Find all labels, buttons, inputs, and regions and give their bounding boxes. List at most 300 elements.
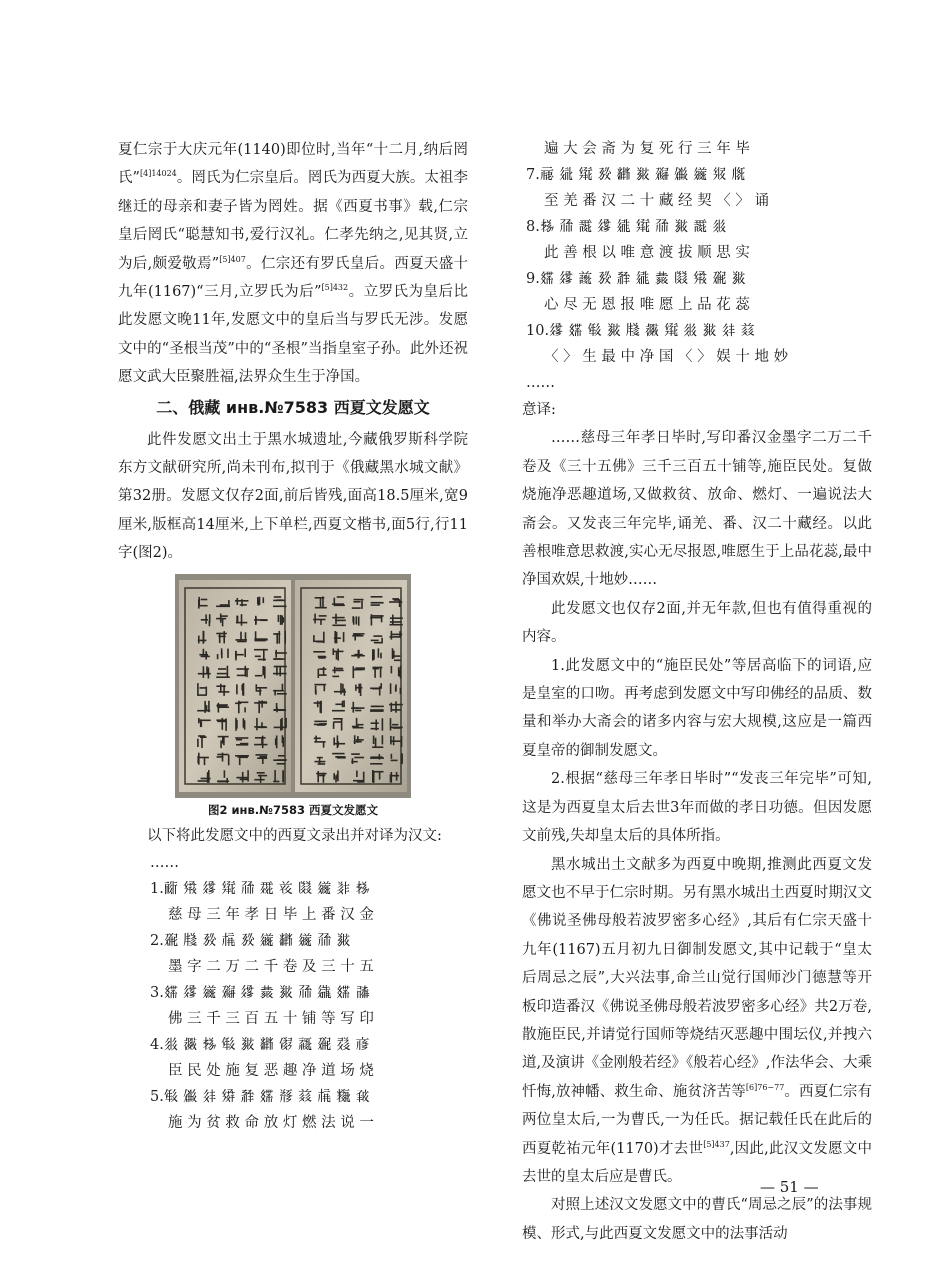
citation: [5]437 bbox=[703, 1139, 730, 1149]
translation-line-6: 遍大会斋为复死行三年毕 bbox=[544, 141, 755, 157]
manuscript-stroke bbox=[240, 778, 248, 780]
manuscript-stroke bbox=[334, 604, 345, 606]
manuscript-stroke bbox=[337, 741, 339, 746]
paragraph-point-1: 1.此发愿文中的“施臣民处”等居高临下的词语,应是皇室的口吻。再考虑到发愿文中写印佛经的品质、数量和举办大斋会的诸多内容与宏大规模,这应是一篇西夏皇帝的御制发愿文。 bbox=[522, 657, 872, 759]
manuscript-stroke bbox=[352, 758, 354, 764]
manuscript-stroke bbox=[258, 774, 267, 776]
manuscript-stroke bbox=[228, 755, 230, 765]
manuscript-stroke bbox=[201, 655, 210, 657]
manuscript-stroke bbox=[318, 655, 326, 657]
manuscript-stroke bbox=[323, 772, 325, 782]
manuscript-stroke bbox=[273, 709, 284, 711]
manuscript-stroke bbox=[392, 724, 398, 726]
manuscript-stroke bbox=[356, 616, 358, 624]
tangut-line-1: 1.𗠁𗋽𗧘𗋕𗗙𗴺𘝞𗂸𗫂𘎳𗈪 bbox=[150, 881, 375, 898]
translation-line-9: 心尽无恩报唯愿上品花蕊 bbox=[544, 297, 755, 313]
manuscript-stroke bbox=[244, 648, 246, 657]
manuscript-stroke bbox=[278, 755, 284, 757]
manuscript-stroke bbox=[356, 718, 358, 727]
right-column bbox=[522, 136, 872, 1248]
manuscript-stroke bbox=[263, 597, 265, 603]
manuscript-stroke bbox=[393, 650, 395, 658]
translation-line-7: 至羌番汉二十藏经契〈〉诵 bbox=[544, 193, 774, 209]
manuscript-stroke bbox=[320, 597, 322, 607]
manuscript-stroke bbox=[205, 614, 207, 623]
ellipsis: …… bbox=[150, 855, 179, 872]
manuscript-stroke bbox=[371, 596, 383, 598]
manuscript-stroke bbox=[313, 651, 325, 653]
manuscript-stroke bbox=[361, 600, 363, 608]
manuscript-stroke bbox=[355, 667, 365, 669]
tangut-line-8: 8.𗈪𗗙𗵘𗧘𗧓𗋕𗗙𗯴𗵘𗼈 bbox=[526, 219, 732, 235]
citation: [4]14024 bbox=[139, 169, 177, 179]
manuscript-stroke bbox=[334, 631, 336, 643]
manuscript-stroke bbox=[375, 719, 377, 730]
manuscript-stroke bbox=[370, 710, 384, 712]
manuscript-stroke bbox=[358, 616, 360, 625]
manuscript-stroke bbox=[200, 687, 206, 689]
manuscript-stroke bbox=[354, 598, 364, 600]
manuscript-stroke bbox=[279, 631, 281, 644]
manuscript-stroke bbox=[236, 744, 248, 746]
tangut-line-9: 9.𗿒𗧘𗔫𗉔𗴂𗧓𗳀𗂸𗋽𗘂𗯴 bbox=[526, 271, 751, 287]
manuscript-stroke bbox=[274, 596, 281, 598]
manuscript-stroke bbox=[217, 706, 229, 708]
paragraph-description: 此件发愿文出土于黑水城遗址,今藏俄罗斯科学院东方文献研究所,尚未刊布,拟刊于《俄藏黑水城文献》第32册。发愿文仅存2面,前后皆残,面高18.5厘米,宽9厘米,版框高14厘米,上下单栏,西夏文楷书,面5行,行11字(图2)。 bbox=[118, 431, 468, 562]
manuscript-stroke bbox=[284, 630, 286, 643]
translation-line-3: 佛三千三百五十铺等写印 bbox=[168, 1011, 379, 1028]
manuscript-stroke bbox=[332, 624, 346, 626]
manuscript-stroke bbox=[259, 688, 261, 696]
manuscript-stroke bbox=[373, 735, 375, 744]
manuscript-stroke bbox=[315, 685, 317, 693]
citation: [5]432 bbox=[321, 283, 349, 293]
left-column bbox=[118, 136, 468, 1136]
citation: [6]76−77 bbox=[745, 1082, 785, 1092]
manuscript-stroke bbox=[197, 694, 207, 696]
manuscript-stroke bbox=[256, 684, 258, 690]
manuscript-stroke bbox=[274, 770, 276, 781]
manuscript-stroke bbox=[258, 658, 266, 660]
manuscript-stroke bbox=[318, 668, 320, 677]
manuscript-stroke bbox=[355, 709, 361, 711]
manuscript-stroke bbox=[334, 666, 336, 673]
manuscript-stroke bbox=[390, 624, 403, 626]
manuscript-stroke bbox=[314, 723, 326, 725]
manuscript-stroke bbox=[334, 743, 346, 745]
manuscript-stroke bbox=[260, 701, 267, 703]
translation-line-1: 慈母三年孝日毕上番汉金 bbox=[168, 907, 379, 924]
manuscript-stroke bbox=[224, 770, 226, 778]
manuscript-stroke bbox=[275, 738, 277, 745]
manuscript-stroke bbox=[343, 632, 345, 642]
manuscript-stroke bbox=[380, 652, 382, 658]
manuscript-stroke bbox=[373, 771, 375, 782]
manuscript-stroke bbox=[342, 683, 344, 692]
manuscript-stroke bbox=[257, 599, 259, 605]
manuscript-stroke bbox=[341, 718, 343, 731]
manuscript-stroke bbox=[217, 720, 226, 722]
manuscript-stroke bbox=[277, 759, 286, 761]
manuscript-stroke bbox=[218, 635, 225, 637]
manuscript-stroke bbox=[343, 700, 345, 707]
manuscript-stroke bbox=[319, 668, 326, 670]
manuscript-stroke bbox=[334, 721, 343, 723]
manuscript-stroke bbox=[333, 721, 335, 728]
manuscript-stroke bbox=[391, 753, 393, 758]
manuscript-stroke bbox=[317, 771, 319, 782]
manuscript-stroke bbox=[198, 599, 200, 608]
manuscript-stroke bbox=[332, 616, 345, 618]
manuscript-stroke bbox=[315, 597, 325, 599]
manuscript-stroke bbox=[255, 737, 266, 739]
manuscript-stroke bbox=[237, 674, 246, 676]
manuscript-stroke bbox=[371, 639, 379, 641]
manuscript-stroke bbox=[278, 615, 280, 622]
tangut-line-3: 3.𗿒𗧘𗫂𗘅𗧘𗳀𗯴𗗙𗪘𗿒𗰜 bbox=[150, 985, 375, 1002]
manuscript-stroke bbox=[334, 691, 346, 693]
manuscript-stroke bbox=[314, 613, 316, 623]
manuscript-stroke bbox=[220, 604, 230, 606]
manuscript-stroke bbox=[371, 705, 384, 707]
manuscript-stroke bbox=[340, 683, 342, 694]
translation-line-5: 施为贫救命放灯燃法说一 bbox=[168, 1115, 379, 1132]
manuscript-stroke bbox=[333, 773, 335, 780]
manuscript-stroke bbox=[354, 634, 356, 640]
manuscript-stroke bbox=[320, 619, 322, 624]
manuscript-stroke bbox=[319, 674, 327, 676]
manuscript-stroke bbox=[390, 736, 392, 745]
manuscript-stroke bbox=[254, 743, 267, 745]
manuscript-stroke bbox=[257, 757, 267, 759]
manuscript-stroke bbox=[394, 659, 401, 661]
manuscript-stroke bbox=[217, 672, 227, 674]
manuscript-stroke bbox=[353, 780, 364, 782]
manuscript-stroke bbox=[217, 756, 224, 758]
manuscript-stroke bbox=[218, 668, 226, 670]
manuscript-stroke bbox=[335, 613, 337, 623]
manuscript-stroke bbox=[197, 738, 199, 746]
manuscript-stroke bbox=[216, 676, 230, 678]
manuscript-stroke bbox=[239, 758, 241, 765]
manuscript-stroke bbox=[235, 737, 248, 739]
manuscript-stroke bbox=[200, 719, 202, 727]
manuscript-stroke bbox=[216, 704, 227, 706]
manuscript-stroke bbox=[372, 666, 382, 668]
manuscript-stroke bbox=[393, 736, 395, 745]
manuscript-stroke bbox=[371, 728, 379, 730]
manuscript-stroke bbox=[333, 650, 343, 652]
manuscript-stroke bbox=[373, 649, 375, 659]
manuscript-stroke bbox=[389, 601, 402, 603]
manuscript-stroke bbox=[380, 683, 382, 689]
manuscript-stroke bbox=[319, 774, 325, 776]
manuscript-stroke bbox=[282, 683, 284, 690]
manuscript-stroke bbox=[282, 770, 284, 782]
manuscript-stroke bbox=[260, 756, 268, 758]
section-heading: 二、俄藏 инв.№7583 西夏文发愿文 bbox=[156, 397, 430, 417]
manuscript-stroke bbox=[395, 684, 397, 691]
manuscript-stroke bbox=[392, 709, 401, 711]
manuscript-stroke bbox=[221, 615, 228, 617]
manuscript-stroke bbox=[254, 779, 264, 781]
tangut-line-4: 4.𗼈𗗂𗈪𘓐𗯴𘂤𗃮𗹙𗘂𘅇𗇋 bbox=[150, 1037, 375, 1054]
manuscript-stroke bbox=[315, 760, 326, 762]
manuscript-stroke bbox=[332, 752, 345, 754]
manuscript-stroke bbox=[323, 667, 325, 675]
manuscript-stroke bbox=[358, 650, 360, 659]
manuscript-stroke bbox=[394, 599, 400, 601]
manuscript-stroke bbox=[372, 746, 383, 748]
manuscript-stroke bbox=[354, 756, 364, 758]
manuscript-stroke bbox=[335, 775, 337, 782]
manuscript-stroke bbox=[353, 666, 355, 678]
manuscript-stroke bbox=[390, 683, 392, 694]
manuscript-stroke bbox=[244, 707, 246, 712]
manuscript-stroke bbox=[392, 614, 394, 624]
manuscript-stroke bbox=[323, 741, 325, 747]
manuscript-stroke bbox=[235, 702, 241, 704]
manuscript-stroke bbox=[203, 666, 205, 678]
manuscript-stroke bbox=[379, 772, 381, 780]
citation: [5]407 bbox=[219, 254, 246, 264]
manuscript-stroke bbox=[198, 635, 200, 643]
manuscript-stroke bbox=[401, 736, 403, 747]
manuscript-stroke bbox=[337, 596, 344, 598]
manuscript-stroke bbox=[334, 597, 336, 604]
manuscript-stroke bbox=[333, 737, 335, 745]
manuscript-stroke bbox=[355, 684, 357, 690]
manuscript-stroke bbox=[216, 617, 226, 619]
figure-caption: 图2 инв.№7583 西夏文发愿文 bbox=[207, 802, 378, 817]
manuscript-stroke bbox=[319, 657, 326, 659]
manuscript-stroke bbox=[243, 683, 245, 696]
manuscript-stroke bbox=[240, 604, 247, 606]
manuscript-stroke bbox=[390, 718, 392, 730]
manuscript-stroke bbox=[209, 614, 211, 623]
manuscript-stroke bbox=[352, 607, 361, 609]
manuscript-stroke bbox=[277, 693, 287, 695]
manuscript-stroke bbox=[357, 724, 363, 726]
manuscript-stroke bbox=[313, 640, 323, 642]
translation-line-10: 〈〉生最中净国〈〉娱十地妙 bbox=[544, 349, 793, 365]
paragraph-analysis-intro: 此发愿文也仅存2面,并无年款,但也有值得重视的内容。 bbox=[522, 600, 872, 646]
manuscript-stroke bbox=[197, 683, 199, 696]
manuscript-stroke bbox=[335, 703, 342, 705]
manuscript-image bbox=[175, 574, 411, 798]
manuscript-stroke bbox=[277, 763, 286, 765]
manuscript-stroke bbox=[333, 718, 343, 720]
manuscript-stroke bbox=[281, 717, 283, 729]
manuscript-stroke bbox=[198, 673, 211, 675]
manuscript-stroke bbox=[318, 763, 326, 765]
manuscript-stroke bbox=[393, 727, 402, 729]
tangut-line-10: 10.𗧘𗿒𘓐𗯴𗹦𗗂𗋕𗼈𗯴𗢳𗑠 bbox=[526, 323, 760, 339]
manuscript-stroke bbox=[363, 771, 365, 781]
tangut-line-2: 2.𗘂𗹦𗉔𗍫𗉔𗫂𘂤𗫂𗗙𗯴 bbox=[150, 933, 356, 950]
manuscript-stroke bbox=[218, 691, 229, 693]
manuscript-stroke bbox=[390, 621, 402, 623]
manuscript-stroke bbox=[390, 774, 392, 782]
transcription-list-right bbox=[522, 136, 872, 396]
manuscript-stroke bbox=[352, 616, 354, 622]
manuscript-stroke bbox=[319, 615, 327, 617]
tangut-line-5: 5.𘓐𗏹𗢳𗋾𗴂𗿒𘃡𗑠𗍫𗯝𘆄 bbox=[150, 1089, 375, 1106]
manuscript-stroke bbox=[220, 683, 222, 691]
manuscript-stroke bbox=[223, 685, 225, 696]
paragraph-intro: 夏仁宗于大庆元年(1140)即位时,当年“十二月,纳后罔氏”$^{[4]14024}$。罔氏为仁宗皇后。罔氏为西夏大族。太祖李继迁的母亲和妻子皆为罔姓。据《西夏书事》载,仁宗皇后罔氏“聪慧知书,爱行汉礼。仁孝先纳之,见其贤,立为后,颇爱敬焉”$^{[5]407}$。仁宗还有罗氏皇后。西夏天盛十九年(1167)“三月,立罗氏为后”$^{[5]432}$。立罗氏为皇后比此发愿文晚11年,发愿文中的皇后当与罗氏无涉。发愿文中的“圣根当茂”中的“圣根”当指皇室子孙。此外还祝愿文武大臣聚胜福,法界众生生于净国。 bbox=[118, 142, 469, 386]
manuscript-stroke bbox=[395, 701, 397, 712]
manuscript-stroke bbox=[353, 601, 360, 603]
manuscript-stroke bbox=[198, 605, 207, 607]
manuscript-stroke bbox=[373, 635, 382, 637]
manuscript-stroke bbox=[336, 756, 346, 758]
ellipsis: …… bbox=[526, 375, 555, 391]
paragraph-transcription-intro: 以下将此发愿文中的西夏文录出并对译为汉文: bbox=[147, 827, 442, 844]
manuscript-stroke bbox=[374, 642, 383, 644]
manuscript-stroke bbox=[400, 687, 402, 694]
manuscript-stroke bbox=[276, 707, 278, 712]
manuscript-stroke bbox=[200, 736, 207, 738]
manuscript-stroke bbox=[197, 756, 199, 763]
manuscript-stroke bbox=[370, 763, 382, 765]
manuscript-stroke bbox=[317, 756, 323, 758]
manuscript-stroke bbox=[273, 672, 287, 674]
manuscript-stroke bbox=[337, 770, 339, 781]
manuscript-stroke bbox=[241, 614, 243, 626]
page-number: — 51 — bbox=[760, 1178, 819, 1196]
manuscript-stroke bbox=[255, 675, 262, 677]
manuscript-stroke bbox=[260, 619, 267, 621]
manuscript-stroke bbox=[204, 757, 206, 765]
manuscript-stroke bbox=[391, 666, 393, 674]
paragraph-heishuicheng: 黑水城出土文献多为西夏中晚期,推测此西夏文发愿文也不早于仁宗时期。另有黑水城出土西夏时期汉文《佛说圣佛母般若波罗密多心经》,其后有仁宗天盛十九年(1167)五月初九日御制发愿文,其中记载于“皇太后周忌之辰”,大兴法事,命兰山觉行国师沙门德慧等开板印造番汉《佛说圣佛母般若波罗密多心经》共2万卷,散施臣民,并请觉行国师等烧结灭恶趣中围坛仪,并拽六道,及演讲《金刚般若经》《般若心经》,作法华会、大乘忏悔,放神幡、救生命、施贫济苦等$^{[6]76-77}$。西夏仁宗有两位皇太后,一为曹氏,一为任氏。据记载任氏在此后的西夏乾祐元年(1170)才去世$^{[5]437}$,因此,此汉文发愿文中去世的皇太后应是曹氏。 bbox=[522, 856, 873, 1185]
manuscript-stroke bbox=[235, 755, 249, 757]
manuscript-stroke bbox=[237, 640, 247, 642]
manuscript-stroke bbox=[400, 665, 402, 678]
manuscript-stroke bbox=[353, 701, 355, 712]
paragraph-free-translation: ……慈母三年孝日毕时,写印番汉金墨字二万二千卷及《三十五佛》三千三百五十铺等,施臣民处。复做烧施净恶趣道场,又做救贫、放命、燃灯、一遍说法大斋会。又发丧三年完毕,诵羌、番、汉二十藏经。以此善根唯意思救渡,实心无尽报恩,唯愿生于上品花蕊,最中净国欢娱,十地妙…… bbox=[522, 430, 872, 589]
manuscript-stroke bbox=[353, 668, 365, 670]
translation-line-8: 此善根以唯意渡拔顺思实 bbox=[544, 245, 755, 261]
manuscript-stroke bbox=[255, 655, 261, 657]
manuscript-stroke bbox=[199, 654, 208, 656]
manuscript-stroke bbox=[201, 598, 208, 600]
manuscript-stroke bbox=[274, 726, 287, 728]
paragraph-comparison: 对照上述汉文发愿文中的曹氏“周忌之辰”的法事规模、形式,与此西夏文发愿文中的法事活动 bbox=[522, 1197, 872, 1242]
manuscript-stroke bbox=[257, 772, 265, 774]
manuscript-stroke bbox=[218, 780, 227, 782]
manuscript-stroke bbox=[221, 648, 223, 655]
manuscript-stroke bbox=[336, 667, 343, 669]
manuscript-stroke bbox=[222, 618, 224, 626]
manuscript-stroke bbox=[279, 666, 281, 676]
manuscript-stroke bbox=[256, 718, 258, 730]
manuscript-stroke bbox=[236, 739, 242, 741]
manuscript-stroke bbox=[206, 666, 208, 673]
manuscript-stroke bbox=[360, 683, 362, 695]
manuscript-stroke bbox=[225, 718, 227, 730]
manuscript-stroke bbox=[244, 720, 246, 730]
manuscript-stroke bbox=[197, 710, 210, 712]
manuscript-stroke bbox=[382, 735, 384, 744]
manuscript-stroke bbox=[207, 772, 209, 783]
manuscript-stroke bbox=[236, 720, 238, 729]
manuscript-stroke bbox=[336, 651, 338, 659]
manuscript-stroke bbox=[351, 707, 364, 709]
manuscript-stroke bbox=[276, 633, 278, 644]
manuscript-stroke bbox=[371, 614, 373, 625]
manuscript-stroke bbox=[371, 602, 383, 604]
manuscript-stroke bbox=[274, 658, 282, 660]
transcription-list-left bbox=[118, 850, 468, 1136]
figure-2 bbox=[118, 574, 468, 822]
manuscript-stroke bbox=[382, 718, 384, 730]
manuscript-stroke bbox=[324, 684, 326, 690]
manuscript-stroke bbox=[236, 621, 247, 623]
manuscript-stroke bbox=[254, 726, 266, 728]
manuscript-stroke bbox=[273, 605, 287, 607]
manuscript-stroke bbox=[371, 722, 379, 724]
manuscript-stroke bbox=[351, 753, 360, 755]
manuscript-stroke bbox=[391, 633, 403, 635]
manuscript-stroke bbox=[356, 770, 358, 777]
translation-line-4: 臣民处施复恶趣净道场烧 bbox=[168, 1063, 379, 1080]
manuscript-stroke bbox=[373, 688, 381, 690]
manuscript-stroke bbox=[332, 710, 345, 712]
manuscript-stroke bbox=[246, 669, 248, 677]
manuscript-stroke bbox=[273, 599, 285, 601]
manuscript-stroke bbox=[396, 772, 398, 781]
manuscript-stroke bbox=[235, 651, 237, 660]
manuscript-stroke bbox=[381, 637, 383, 643]
manuscript-stroke bbox=[356, 739, 364, 741]
manuscript-stroke bbox=[206, 686, 208, 694]
manuscript-stroke bbox=[235, 600, 249, 602]
manuscript-stroke bbox=[314, 720, 327, 722]
manuscript-stroke bbox=[256, 639, 268, 641]
manuscript-stroke bbox=[273, 780, 279, 782]
manuscript-stroke bbox=[332, 675, 339, 677]
manuscript-stroke bbox=[371, 604, 380, 606]
manuscript-stroke bbox=[256, 754, 268, 756]
yiyi-label: 意译: bbox=[522, 402, 556, 418]
manuscript-stroke bbox=[371, 615, 383, 617]
manuscript-stroke bbox=[378, 648, 380, 657]
manuscript-stroke bbox=[370, 616, 382, 618]
manuscript-stroke bbox=[245, 632, 247, 639]
manuscript-stroke bbox=[354, 633, 361, 635]
manuscript-stroke bbox=[281, 615, 283, 624]
manuscript-stroke bbox=[257, 687, 267, 689]
manuscript-stroke bbox=[203, 631, 205, 643]
manuscript-stroke bbox=[354, 735, 356, 744]
manuscript-stroke bbox=[236, 776, 248, 778]
translation-line-2: 墨字二万二千卷及三十五 bbox=[168, 959, 379, 976]
manuscript-stroke bbox=[285, 718, 287, 727]
manuscript-stroke bbox=[353, 727, 364, 729]
manuscript-stroke bbox=[247, 770, 249, 781]
manuscript-stroke bbox=[223, 736, 225, 745]
manuscript-stroke bbox=[260, 774, 262, 782]
tangut-line-7: 7.𗄊𗣼𗋕𗉔𘂤𗯴𗘅𗏹𗫂𗊛𗅋 bbox=[526, 167, 751, 183]
manuscript-stroke bbox=[201, 737, 203, 748]
manuscript-stroke bbox=[390, 740, 402, 742]
manuscript-stroke bbox=[262, 666, 264, 675]
manuscript-stroke bbox=[236, 684, 238, 694]
manuscript-stroke bbox=[280, 615, 282, 625]
manuscript-stroke bbox=[320, 700, 322, 713]
